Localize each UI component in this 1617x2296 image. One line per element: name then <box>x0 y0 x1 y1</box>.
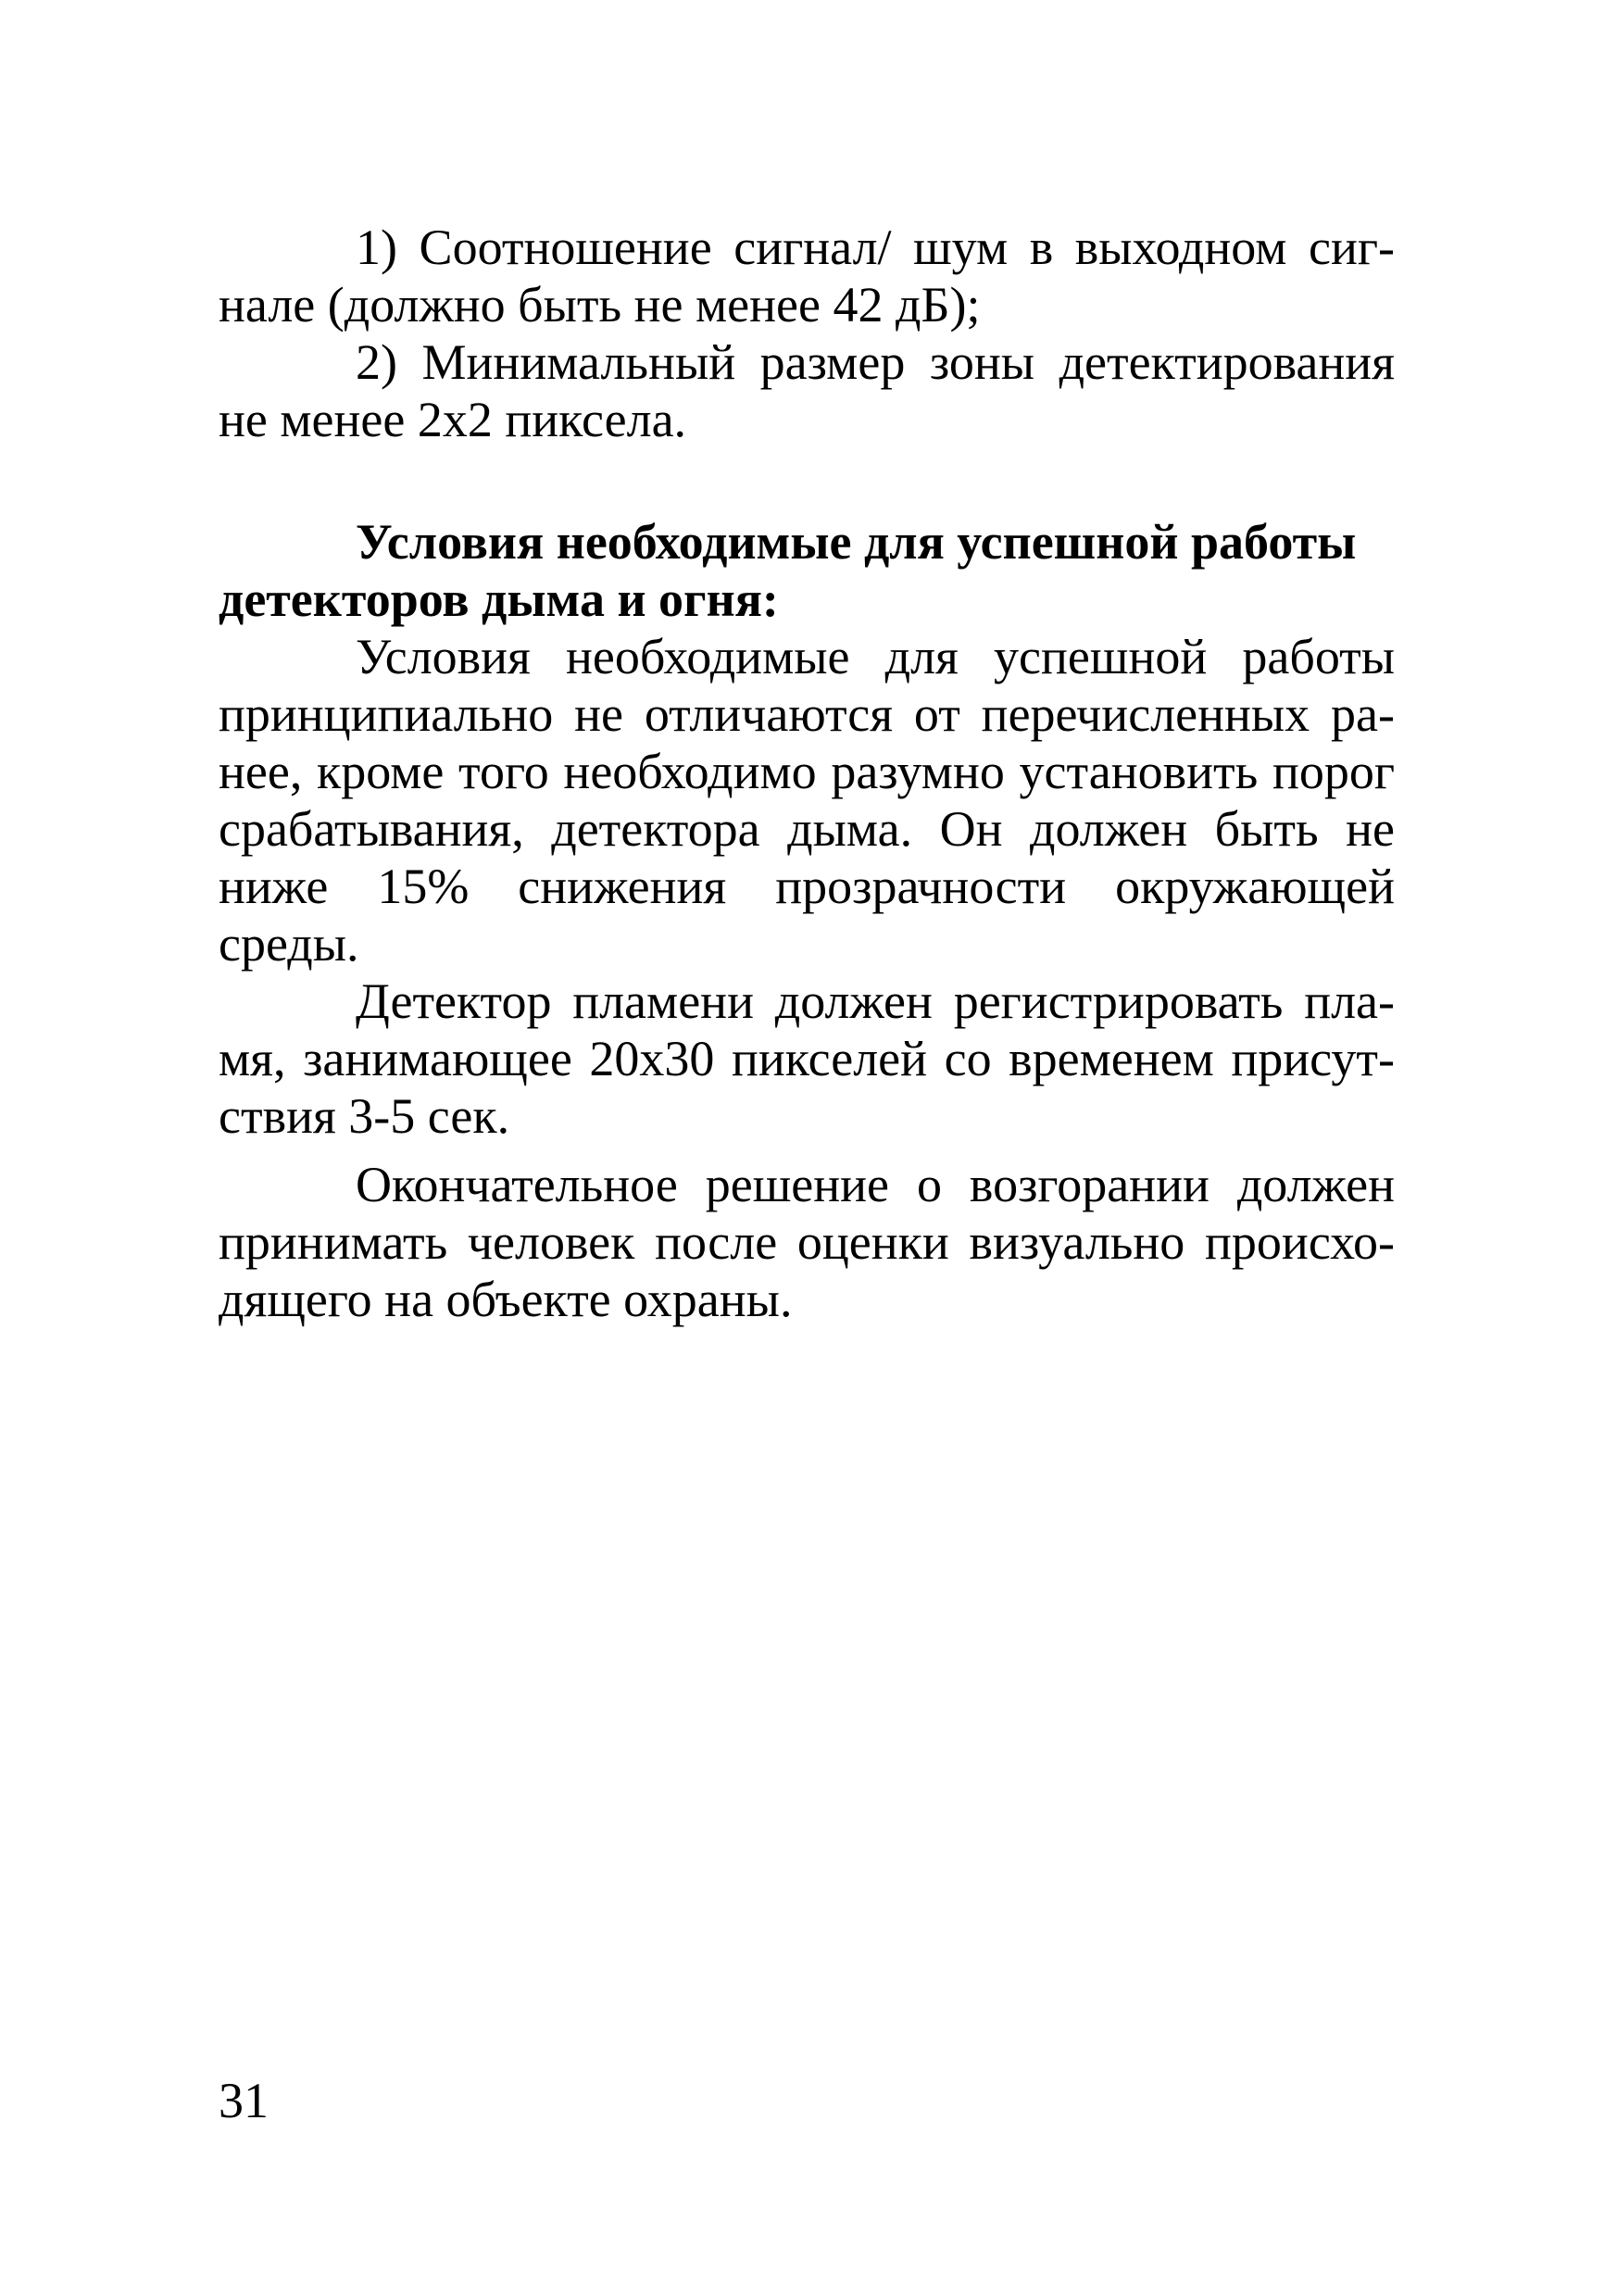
section-heading: Условия необходимые для успешной работы детекторов дыма и огня: <box>219 514 1357 627</box>
section-paragraph-2: Детектор пламени должен регистрировать пламя, занимающее 20х30 пикселей со временем присутствия 3-5 сек. <box>219 973 1395 1144</box>
section-paragraph-1: Условия необходимые для успешной работы принципиально не отличаются от перечисленных ранее, кроме того необходимо разумно установить порог срабатывания, детектора дыма. Он должен быть не ниже 15% снижения прозрачности окружающей среды. <box>219 629 1395 972</box>
list-item-1: 1) Соотношение сигнал/ шум в выходном сигнале (должно быть не менее 42 дБ); <box>219 220 1395 332</box>
page-number: 31 <box>219 2073 269 2128</box>
list-item-2: 2) Минимальный размер зоны детектирования не менее 2х2 пиксела. <box>219 334 1395 447</box>
requirements-list <box>219 219 1395 448</box>
paragraph-gap <box>219 1145 1395 1156</box>
section-paragraph-3: Окончательное решение о возгорании должен принимать человек после оценки визуально происходящего на объекте охраны. <box>219 1157 1395 1327</box>
detector-conditions-section <box>219 513 1395 1328</box>
